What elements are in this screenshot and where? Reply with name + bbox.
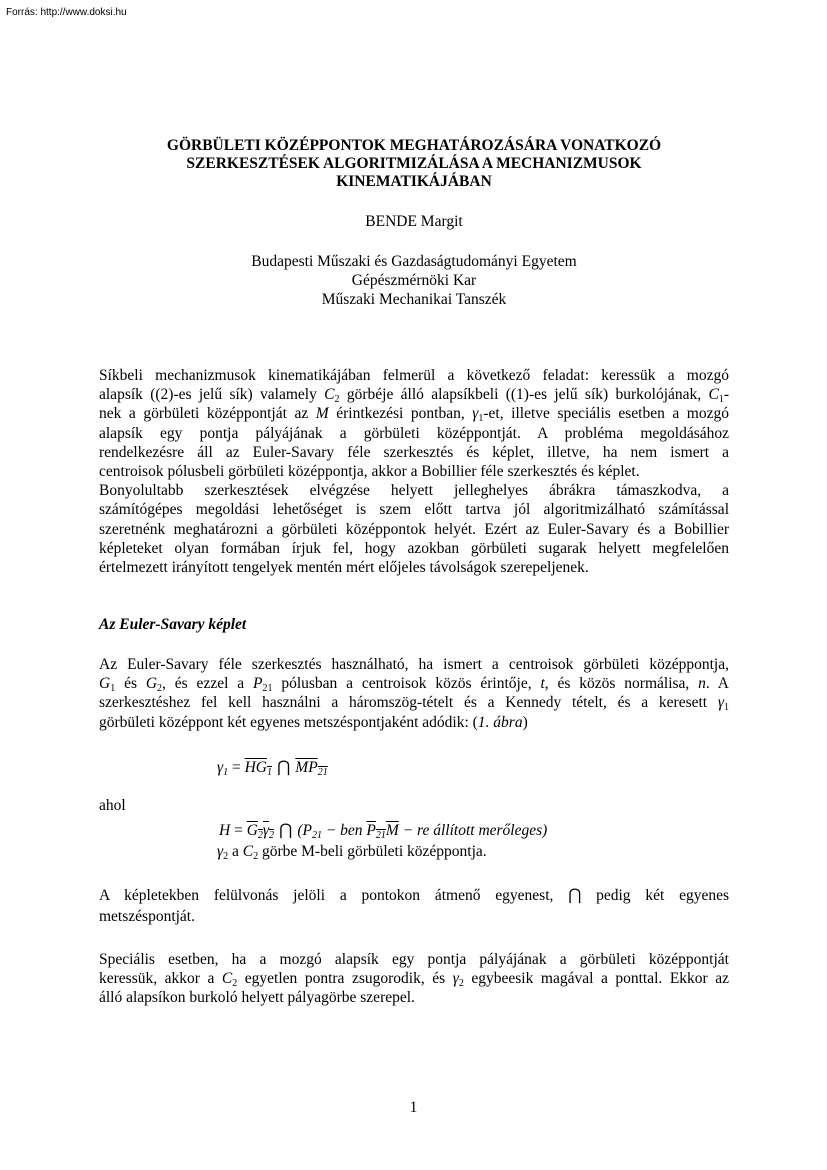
title-line: SZERKESZTÉSEK ALGORITMIZÁLÁSA A MECHANIZMUSOK	[186, 155, 642, 172]
formula-operator: =	[228, 759, 245, 776]
formula-symbol: H	[219, 822, 231, 839]
ahol-label: ahol	[99, 797, 126, 814]
source-url: Forrás: http://www.doksi.hu	[6, 7, 127, 18]
formula-text: − ben	[321, 822, 367, 839]
faculty: Gépészmérnöki Kar	[351, 272, 477, 289]
formula-subscript: 1	[223, 767, 229, 778]
page-number: 1	[409, 1099, 418, 1116]
author: BENDE Margit	[365, 213, 463, 230]
paragraph-euler-savary: Az Euler-Savary féle szerkesztés használható, ha ismert a centroisok görbületi középpontja, $G_1$ és $G_2$, és ezzel a $P_{21}$ pólusban a centroisok közös érintője, t, és közös normálisa, n. A szerkesztéshez fel kell használni a háromszög-tételt és a Kennedy tételt, és a keresett $\gamma_1$ görbületi középpont két egyenes metszéspontjaként adódik: (1. ábra)	[99, 656, 729, 731]
formula-subscript: 2	[269, 830, 275, 841]
title-line: GÖRBÜLETI KÖZÉPPONTOK MEGHATÁROZÁSÁRA VONATKOZÓ	[166, 137, 662, 154]
title-line: KINEMATIKÁJÁBAN	[336, 173, 492, 190]
intersection-symbol: ⋂	[274, 820, 298, 839]
formula-operator: =	[230, 822, 247, 839]
paragraph-intro: Síkbeli mechanizmusok kinematikájában felmerül a következő feladat: keressük a mozgó alapsík ((2)-es jelű sík) valamely $C_2$ görbéje álló alapsíkbeli ((1)-es jelű sík) burkolójának, $C_1-$ nek a görbületi középpontját az M érintkezési pontban, $\gamma_1-et$, illetve speciális esetben a mozgó alapsík egy pontja pályájának a görbületi középpontját. A probléma megoldásához rendelkezésre áll az Euler-Savary féle szerkesztés és képlet, illetve, ha nem ismert a centroisok pólusbeli görbületi középpontja, akkor a Bobillier féle szerkesztés és képlet. Bonyolultabb szerkesztések elvégzése helyett jelleghelyes ábrákra támaszkodva, a számítógépes megoldási lehetőséget is szem előtt tartva jól algoritmizálható számítással szeretnénk meghatározni a görbületi középpontok helyét. Ezért az Euler-Savary és a Bobillier képleteket olyan formában írjuk fel, hogy azokban görbületi sugarak helyett megfelelően értelmezett irányított tengelyek mentén mért előjeles távolságok szerepeljenek.	[99, 367, 730, 577]
formula-symbol: (P	[297, 822, 312, 839]
formula-subscript: 21	[375, 830, 386, 841]
formula-segment: MP	[295, 759, 318, 776]
document-title	[100, 137, 728, 191]
paragraph-special-case: Speciális esetben, ha a mozgó alapsík egy pontja pályájának a görbületi középpontját keressük, akkor a $C_2$ egyetlen pontra zsugorodik, és $\gamma_2$ egybeesik magával a ponttal. Ekkor az álló alapsíkon burkoló helyett pályagörbe szerepel.	[99, 951, 730, 1007]
university: Budapesti Műszaki és Gazdaságtudományi Egyetem	[251, 253, 577, 270]
formula-subscript: 2	[253, 851, 259, 862]
formula-segment: HG	[244, 759, 267, 776]
formula-text: − re állított merőleges)	[398, 822, 548, 839]
department: Műszaki Mechanikai Tanszék	[321, 291, 507, 308]
formula-symbol: G	[246, 822, 258, 839]
formula-symbol: γ	[217, 759, 224, 776]
formula-subscript: 2	[257, 830, 263, 841]
gamma2-description	[217, 843, 487, 861]
affiliation	[100, 252, 728, 309]
formula-gamma1	[217, 757, 328, 777]
text: görbe M-beli görbületi középpontja.	[258, 843, 487, 860]
formula-symbol: P	[366, 822, 376, 839]
section-heading: Az Euler-Savary képlet	[99, 616, 247, 633]
paragraph-notation: A képletekben felülvonás jelöli a pontokon átmenő egyenest, ⋂ pedig két egyenes metszéspontját.	[99, 885, 729, 925]
formula-symbol: C	[242, 843, 254, 860]
formula-subscript: 21	[317, 767, 328, 778]
formula-H	[219, 820, 547, 840]
text: a	[228, 843, 243, 860]
formula-symbol: γ	[262, 822, 270, 839]
formula-symbol: γ	[217, 843, 224, 860]
formula-subscript: 1	[267, 767, 272, 778]
formula-subscript: 21	[311, 830, 322, 841]
formula-symbol: M	[385, 822, 399, 839]
formula-subscript: 2	[223, 851, 229, 862]
intersection-symbol: ⋂	[272, 757, 296, 776]
